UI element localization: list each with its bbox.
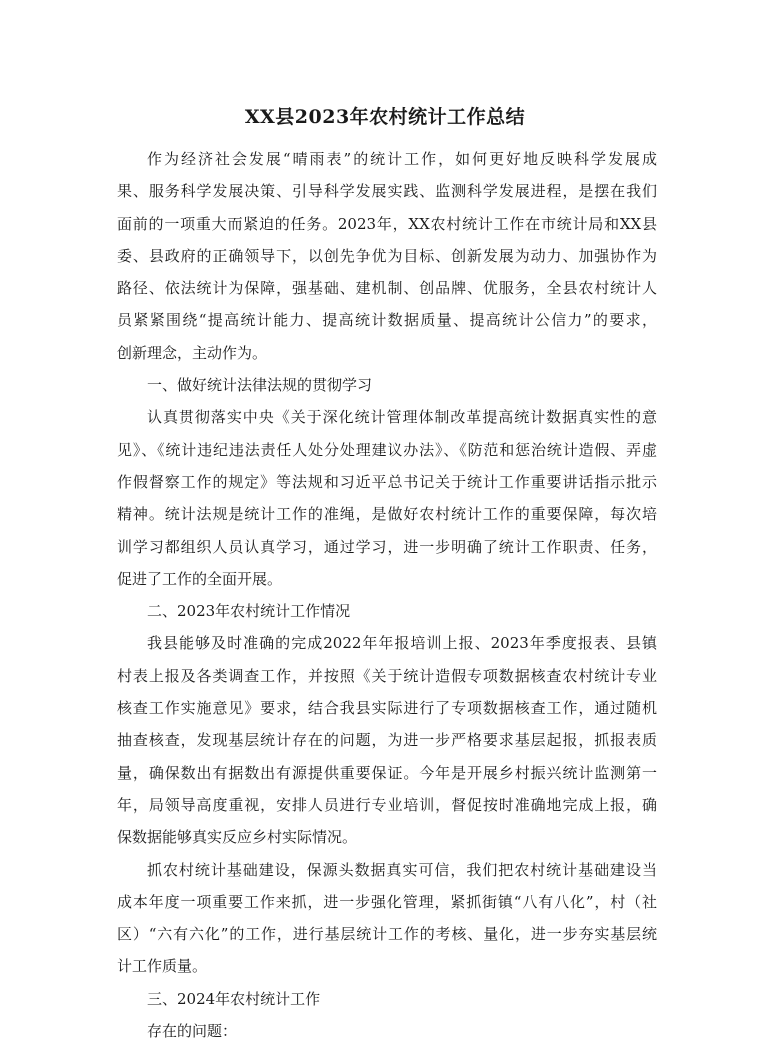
paragraph-line: 面前的一项重大而紧迫的任务。2023年，XX农村统计工作在市统计局和XX县 bbox=[117, 214, 657, 233]
document-body bbox=[117, 143, 657, 1047]
paragraph-line: 精神。统计法规是统计工作的准绳，是做好农村统计工作的重要保障，每次培 bbox=[117, 505, 657, 524]
paragraph-line: 计工作质量。 bbox=[117, 957, 208, 976]
paragraph-line: 训学习都组织人员认真学习，通过学习，进一步明确了统计工作职责、任务， bbox=[117, 537, 657, 556]
paragraph-line: 促进了工作的全面开展。 bbox=[117, 569, 283, 588]
paragraph-line: 年，局领导高度重视，安排人员进行专业培训，督促按时准确地完成上报，确 bbox=[117, 795, 657, 814]
paragraph-line: 见》、《统计违纪违法责任人处分处理建议办法》、《防范和惩治统计造假、弄虚 bbox=[117, 440, 657, 459]
paragraph-line: 委、县政府的正确领导下，以创先争优为目标、创新发展为动力、加强协作为 bbox=[117, 246, 657, 265]
document-title: XX县2023年农村统计工作总结 bbox=[244, 106, 526, 128]
paragraph-first-line: 二、2023年农村统计工作情况 bbox=[147, 602, 351, 621]
paragraph-first-line: 我县能够及时准确的完成2022年年报培训上报、2023年季度报表、县镇 bbox=[147, 634, 657, 653]
paragraph-first-line: 存在的问题： bbox=[147, 1022, 238, 1041]
paragraph-line: 创新理念，主动作为。 bbox=[117, 343, 268, 362]
paragraph-first-line: 作为经济社会发展“晴雨表”的统计工作，如何更好地反映科学发展成 bbox=[147, 150, 657, 168]
paragraph-line: 核查工作实施意见》要求，结合我县实际进行了专项数据核查工作，通过随机 bbox=[117, 699, 657, 718]
paragraph-line: 成本年度一项重要工作来抓，进一步强化管理，紧抓街镇“八有八化”，村（社 bbox=[117, 892, 657, 911]
paragraph-first-line: 认真贯彻落实中央《关于深化统计管理体制改革提高统计数据真实性的意 bbox=[147, 408, 657, 427]
paragraph-line: 员紧紧围绕“提高统计能力、提高统计数据质量、提高统计公信力”的要求， bbox=[117, 311, 657, 330]
paragraph-line: 村表上报及各类调查工作，并按照《关于统计造假专项数据核查农村统计专业 bbox=[117, 666, 657, 685]
paragraph-first-line: 抓农村统计基础建设，保源头数据真实可信，我们把农村统计基础建设当 bbox=[147, 860, 657, 879]
paragraph-line: 果、服务科学发展决策、引导科学发展实践、监测科学发展进程，是摆在我们 bbox=[117, 182, 657, 201]
paragraph-line: 作假督察工作的规定》等法规和习近平总书记关于统计工作重要讲话指示批示 bbox=[117, 472, 657, 491]
paragraph-first-line: 三、2024年农村统计工作 bbox=[147, 989, 321, 1008]
paragraph-line: 区）“六有六化”的工作，进行基层统计工作的考核、量化，进一步夯实基层统 bbox=[117, 925, 657, 944]
paragraph-line: 量，确保数出有据数出有源提供重要保证。今年是开展乡村振兴统计监测第一 bbox=[117, 763, 657, 782]
paragraph-line: 抽查核查，发现基层统计存在的问题，为进一步严格要求基层起报，抓报表质 bbox=[117, 731, 657, 750]
paragraph-line: 保数据能够真实反应乡村实际情况。 bbox=[117, 828, 358, 847]
paragraph-line: 路径、依法统计为保障，强基础、建机制、创品牌、优服务，全县农村统计人 bbox=[117, 279, 657, 298]
paragraph-first-line: 一、做好统计法律法规的贯彻学习 bbox=[147, 376, 373, 395]
